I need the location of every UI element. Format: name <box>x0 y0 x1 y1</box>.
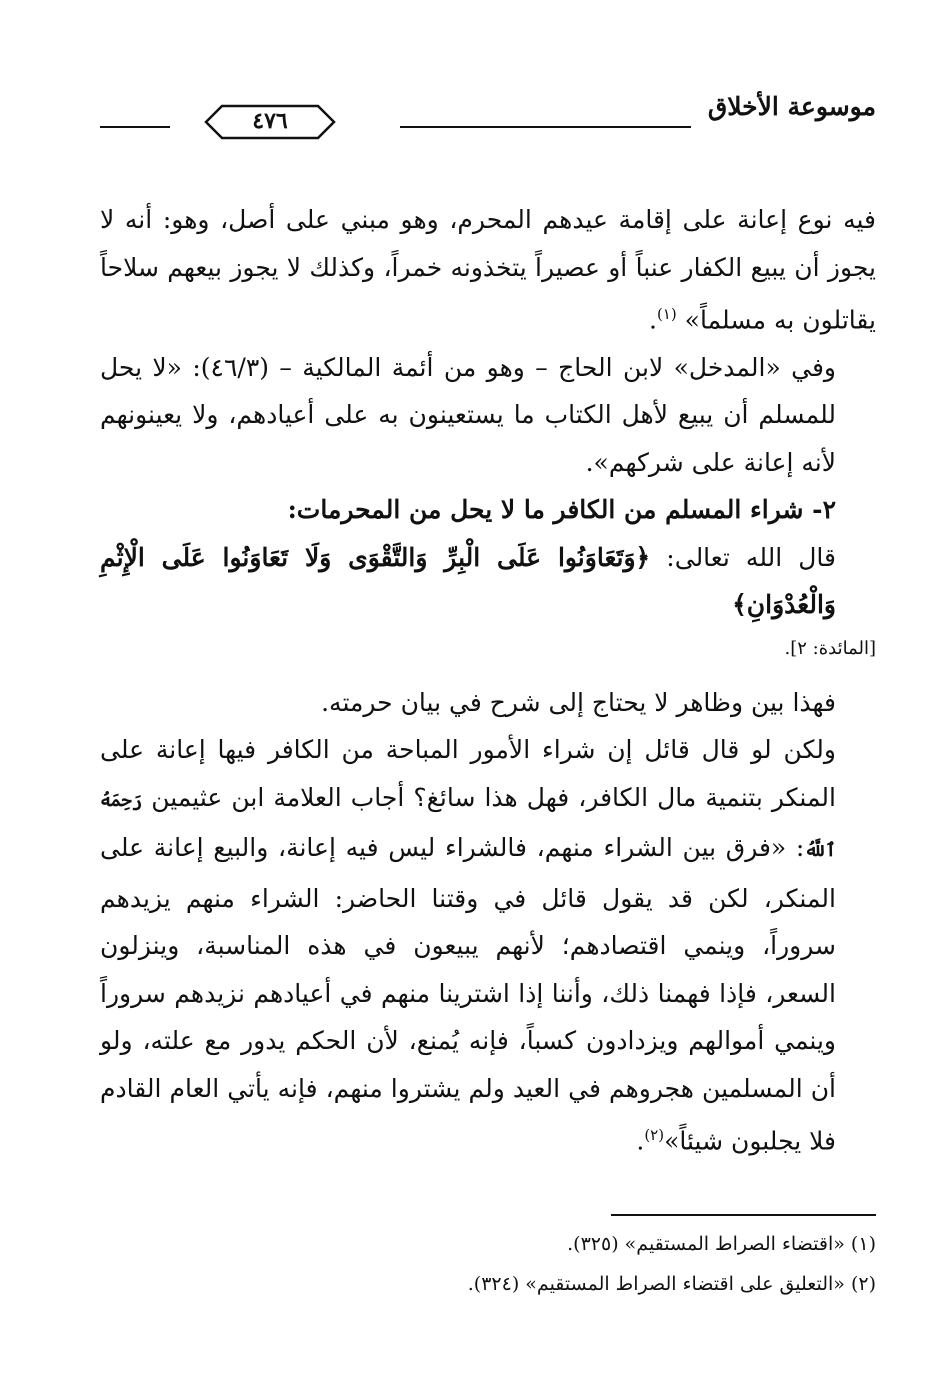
paragraph-4-end: . <box>636 1126 645 1156</box>
paragraph-1-text: فيه نوع إعانة على إقامة عيدهم المحرم، وهو مبني على أصل، وهو: أنه لا يجوز أن يبيع الكفار عنباً أو عصيراً يتخذونه خمراً، وكذلك لا يجوز بيعهم سلاحاً يقاتلون به مسلماً» <box>100 205 876 335</box>
page-header <box>100 88 876 138</box>
header-rule <box>400 126 691 128</box>
page-number-frame <box>200 102 340 142</box>
section-heading: ٢- شراء المسلم من الكافر ما لا يحل من المحرمات: <box>287 495 836 525</box>
paragraph-3: فهذا بين وظاهر لا يحتاج إلى شرح في بيان حرمته. <box>321 687 836 717</box>
footnote-separator <box>611 1214 876 1216</box>
honorific-phrase: رَحِمَهُ ٱللَّهُ <box>100 789 836 862</box>
verse-intro: قال الله تعالى: <box>650 542 836 572</box>
paragraph-4-text-a: ولكن لو قال قائل إن شراء الأمور المباحة من الكافر فيها إعانة على المنكر بتنمية مال الكافر، فهل هذا سائغ؟ أجاب العلامة ابن عثيمين <box>100 735 836 812</box>
paragraph-1 <box>100 196 876 344</box>
footnote-ref-2: (٢) <box>644 1126 665 1145</box>
header-rule-left <box>100 126 170 128</box>
book-title: موسوعة الأخلاق <box>707 92 876 121</box>
footnote-2: (٢) «التعليق على اقتضاء الصراط المستقيم» (٣٢٤). <box>467 1273 876 1295</box>
spacer <box>100 669 876 679</box>
main-text <box>100 196 876 1165</box>
paragraph-2: وفي «المدخل» لابن الحاج – وهو من أئمة المالكية – (٤٦/٣): «لا يحل للمسلم أن يبيع لأهل الكتاب ما يستعينون به على أعيادهم، ولا يعينونهم لأنه إعانة على شركهم». <box>100 352 836 477</box>
footnotes <box>100 1224 876 1304</box>
verse-paragraph <box>100 534 876 629</box>
page-number: ٤٧٦ <box>252 108 288 134</box>
paragraph-4-text-b: : «فرق بين الشراء منهم، فالشراء ليس فيه إعانة، والبيع إعانة على المنكر، لكن قد يقول قائل في وقتنا الحاضر: الشراء منهم يزيدهم سروراً، وينمي اقتصادهم؛ لأنهم يبيعون في هذه المناسبة، وينزلون السعر، فإذا فهمنا ذلك، وأننا إذا اشترينا منهم في أعيادهم نزيدهم سروراً وينمي أموالهم ويزدادون كسباً، فإنه يُمنع، لأن الحكم يدور مع علته، ولو أن المسلمين هجروهم في العيد ولم يشتروا منهم، فإنه يأتي العام القادم فلا يجلبون شيئاً» <box>100 833 836 1156</box>
footnote-1: (١) «اقتضاء الصراط المستقيم» (٣٢٥). <box>567 1233 876 1255</box>
paragraph-1-end: . <box>648 305 657 335</box>
paragraph-4 <box>100 726 876 1165</box>
footnote-ref-1: (١) <box>656 305 677 323</box>
verse-reference: [المائدة: ٢]. <box>784 637 876 659</box>
quran-verse: ﴿وَتَعَاوَنُوا عَلَى الْبِرِّ وَالتَّقْوَى وَلَا تَعَاوَنُوا عَلَى الْإِثْمِ وَالْعُدْوَانِ﴾ <box>100 542 836 620</box>
